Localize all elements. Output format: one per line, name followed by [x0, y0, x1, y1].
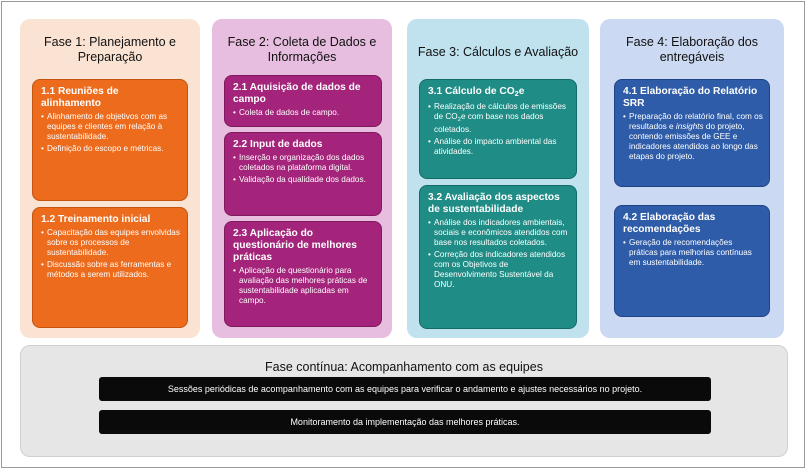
card-3-1-bullet-2: • Análise do impacto ambiental das atividades.	[428, 137, 570, 157]
phase-4-panel	[600, 19, 784, 338]
continuous-item-1: Sessões periódicas de acompanhamento com as equipes para verificar o andamento e ajustes necessários no projeto.	[99, 377, 711, 401]
card-2-3	[224, 221, 382, 327]
card-1-2-bullet-2: • Discussão sobre as ferramentas e métodos a serem utilizados.	[41, 260, 181, 280]
diagram-frame	[1, 1, 805, 468]
card-4-1-bullet-1: • Preparação do relatório final, com os resultados e insights do projeto, contendo emissões de GEE e indicadores atendidos ao longo das etapas do projeto.	[623, 112, 763, 162]
phase-1-title: Fase 1: Planejamento e Preparação	[43, 35, 177, 64]
card-1-1-title: 1.1 Reuniões de alinhamento	[41, 86, 119, 109]
card-1-2-bullet-1: • Capacitação das equipes envolvidas sobre os processos de sustentabilidade.	[41, 228, 181, 258]
continuous-phase-panel	[20, 345, 788, 457]
card-2-1-title: 2.1 Aquisição de dados de campo	[233, 82, 361, 105]
card-3-1-title: 3.1 Cálculo de $CO_2e$	[428, 86, 525, 99]
phase-3-title: Fase 3: Cálculos e Avaliação	[417, 45, 579, 59]
card-3-2-bullet-2: • Correção dos indicadores atendidos com os Objetivos de Desenvolvimento Sustentável da ONU.	[428, 250, 570, 290]
card-1-1-bullet-2: • Definição do escopo e métricas.	[41, 144, 181, 154]
card-1-1	[32, 79, 188, 201]
phase-1-panel	[20, 19, 200, 338]
card-2-3-title: 2.3 Aplicação do questionário de melhores práticas	[233, 228, 357, 263]
card-3-2	[419, 185, 577, 329]
card-2-1-bullet-1: • Coleta de dados de campo.	[233, 108, 375, 118]
card-4-1-title: 4.1 Elaboração do Relatório SRR	[623, 86, 758, 109]
card-3-1	[419, 79, 577, 179]
card-2-1	[224, 75, 382, 127]
card-1-2	[32, 207, 188, 328]
card-4-2	[614, 205, 770, 317]
card-2-2-bullet-2: • Validação da qualidade dos dados.	[233, 175, 375, 185]
phase-2-panel	[212, 19, 392, 338]
card-2-2	[224, 132, 382, 216]
card-2-3-bullet-1: • Aplicação de questionário para avaliação das melhores práticas de sustentabilidade aplicadas em campo.	[233, 266, 375, 306]
card-1-2-title: 1.2 Treinamento inicial	[41, 214, 151, 225]
card-3-2-title: 3.2 Avaliação dos aspectos de sustentabilidade	[428, 192, 560, 215]
card-2-2-bullet-1: • Inserção e organização dos dados coletados na plataforma digital.	[233, 153, 375, 173]
phase-2-title: Fase 2: Coleta de Dados e Informações	[227, 35, 377, 64]
card-3-1-bullet-1: • Realização de cálculos de emissões de $CO_2e$ com base nos dados coletados.	[428, 102, 570, 135]
card-4-1	[614, 79, 770, 187]
card-4-2-title: 4.2 Elaboração das recomendações	[623, 212, 716, 235]
continuous-item-2: Monitoramento da implementação das melhores práticas.	[99, 410, 711, 434]
phase-3-panel	[407, 19, 589, 338]
card-4-2-bullet-1: • Geração de recomendações práticas para melhorias contínuas em sustentabilidade.	[623, 238, 763, 268]
continuous-phase-title: Fase contínua: Acompanhamento com as equipes	[265, 360, 543, 374]
card-1-1-bullet-1: • Alinhamento de objetivos com as equipes e clientes em relação à sustentabilidade.	[41, 112, 181, 142]
phase-4-title: Fase 4: Elaboração dos entregáveis	[625, 35, 759, 64]
card-2-2-title: 2.2 Input de dados	[233, 139, 323, 150]
card-3-2-bullet-1: • Análise dos indicadores ambientais, sociais e econômicos atendidos com base nos resultados coletados.	[428, 218, 570, 248]
